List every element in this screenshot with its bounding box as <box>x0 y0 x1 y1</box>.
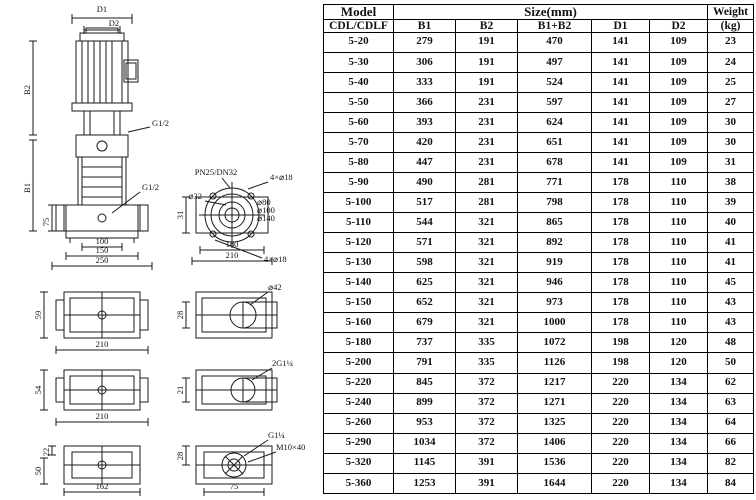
cell-model: 5-40 <box>324 72 394 92</box>
cell-d2: 109 <box>650 132 708 152</box>
cell-model: 5-160 <box>324 313 394 333</box>
cell-d2: 120 <box>650 333 708 353</box>
label-28-b: 28 <box>175 451 185 461</box>
table-row <box>324 273 754 293</box>
label-m10: M10×40 <box>276 442 306 452</box>
cell-b1b2: 1644 <box>518 473 592 493</box>
cell-model: 5-130 <box>324 253 394 273</box>
cell-weight: 50 <box>708 353 754 373</box>
cell-model: 5-360 <box>324 473 394 493</box>
label-bolt-bottom: 4×⌀18 <box>264 254 287 264</box>
cell-b1: 845 <box>394 373 456 393</box>
label-g12-lower: G1/2 <box>142 182 159 192</box>
cell-model: 5-320 <box>324 453 394 473</box>
cell-b1b2: 1271 <box>518 393 592 413</box>
cell-d1: 198 <box>592 333 650 353</box>
header-col-b1: B1 <box>394 19 456 32</box>
cell-weight: 23 <box>708 32 754 52</box>
label-150: 150 <box>95 245 109 255</box>
cell-b1b2: 892 <box>518 233 592 253</box>
cell-model: 5-140 <box>324 273 394 293</box>
cell-b1b2: 624 <box>518 112 592 132</box>
cell-d2: 109 <box>650 92 708 112</box>
table-row <box>324 313 754 333</box>
cell-b2: 191 <box>456 52 518 72</box>
label-28-a: 28 <box>175 310 185 320</box>
cell-b1: 333 <box>394 72 456 92</box>
cell-model: 5-90 <box>324 173 394 193</box>
cell-d1: 220 <box>592 433 650 453</box>
cell-model: 5-220 <box>324 373 394 393</box>
cell-b2: 372 <box>456 433 518 453</box>
label-21: 21 <box>175 385 185 395</box>
label-2g1: 2G1¼ <box>272 358 294 368</box>
cell-d2: 109 <box>650 32 708 52</box>
cell-model: 5-120 <box>324 233 394 253</box>
table-row <box>324 393 754 413</box>
cell-b2: 372 <box>456 393 518 413</box>
cell-d1: 198 <box>592 353 650 373</box>
label-d2: D2 <box>108 18 120 28</box>
label-75-b: 75 <box>229 481 239 491</box>
cell-model: 5-290 <box>324 433 394 453</box>
label-pn25-dn32: PN25/DN32 <box>194 167 238 177</box>
label-100: 100 <box>95 236 109 246</box>
cell-d1: 141 <box>592 112 650 132</box>
cell-b2: 321 <box>456 313 518 333</box>
table-row <box>324 213 754 233</box>
cell-d1: 220 <box>592 473 650 493</box>
cell-d1: 141 <box>592 72 650 92</box>
cell-b1b2: 973 <box>518 293 592 313</box>
cell-b2: 372 <box>456 413 518 433</box>
cell-weight: 43 <box>708 293 754 313</box>
cell-d1: 141 <box>592 132 650 152</box>
cell-b1: 490 <box>394 173 456 193</box>
cell-model: 5-100 <box>324 193 394 213</box>
header-size-group: Size(mm) <box>394 5 708 20</box>
cell-b1: 571 <box>394 233 456 253</box>
cell-model: 5-240 <box>324 393 394 413</box>
cell-b1b2: 1072 <box>518 333 592 353</box>
label-dia32: ⌀32 <box>188 191 202 201</box>
table-row <box>324 193 754 213</box>
cell-weight: 39 <box>708 193 754 213</box>
cell-weight: 30 <box>708 112 754 132</box>
cell-b2: 231 <box>456 92 518 112</box>
cell-d2: 109 <box>650 112 708 132</box>
cell-b2: 321 <box>456 273 518 293</box>
cell-weight: 82 <box>708 453 754 473</box>
cell-b2: 335 <box>456 333 518 353</box>
cell-weight: 25 <box>708 72 754 92</box>
table-row <box>324 473 754 493</box>
cell-weight: 66 <box>708 433 754 453</box>
pump-technical-drawing <box>0 0 322 500</box>
cell-b2: 321 <box>456 253 518 273</box>
cell-b1b2: 1000 <box>518 313 592 333</box>
cell-model: 5-110 <box>324 213 394 233</box>
label-50: 50 <box>33 466 43 476</box>
cell-model: 5-260 <box>324 413 394 433</box>
table-row <box>324 233 754 253</box>
cell-d2: 109 <box>650 52 708 72</box>
label-162: 162 <box>95 481 109 491</box>
cell-b2: 231 <box>456 112 518 132</box>
label-210-a: 210 <box>95 339 109 349</box>
cell-b1: 625 <box>394 273 456 293</box>
cell-b1b2: 946 <box>518 273 592 293</box>
cell-b1b2: 597 <box>518 92 592 112</box>
cell-weight: 38 <box>708 173 754 193</box>
cell-b1: 652 <box>394 293 456 313</box>
label-dia80: ⌀80 <box>257 197 271 207</box>
cell-d1: 178 <box>592 253 650 273</box>
table-row <box>324 413 754 433</box>
table-head <box>324 5 754 33</box>
cell-b1: 279 <box>394 32 456 52</box>
header-col-b2: B2 <box>456 19 518 32</box>
cell-model: 5-50 <box>324 92 394 112</box>
cell-d2: 110 <box>650 293 708 313</box>
table-row <box>324 253 754 273</box>
table-row <box>324 152 754 172</box>
cell-b2: 372 <box>456 373 518 393</box>
cell-b1: 791 <box>394 353 456 373</box>
cell-d2: 110 <box>650 313 708 333</box>
table-header-row-1 <box>324 5 754 20</box>
label-d1: D1 <box>96 4 108 14</box>
cell-weight: 45 <box>708 273 754 293</box>
table-row <box>324 72 754 92</box>
cell-b1b2: 470 <box>518 32 592 52</box>
header-col-b1b2: B1+B2 <box>518 19 592 32</box>
cell-d1: 220 <box>592 373 650 393</box>
label-b2: B2 <box>22 85 32 95</box>
label-22: 22 <box>41 447 51 457</box>
cell-weight: 41 <box>708 253 754 273</box>
table-row <box>324 32 754 52</box>
cell-d2: 110 <box>650 173 708 193</box>
cell-b2: 231 <box>456 132 518 152</box>
table-row <box>324 353 754 373</box>
cell-d2: 109 <box>650 72 708 92</box>
cell-b1b2: 651 <box>518 132 592 152</box>
cell-b1b2: 1325 <box>518 413 592 433</box>
cell-b1b2: 678 <box>518 152 592 172</box>
cell-d2: 134 <box>650 473 708 493</box>
label-g12-upper: G1/2 <box>152 118 169 128</box>
cell-weight: 64 <box>708 413 754 433</box>
table-row <box>324 373 754 393</box>
cell-weight: 31 <box>708 152 754 172</box>
cell-b1: 1034 <box>394 433 456 453</box>
cell-d2: 110 <box>650 273 708 293</box>
cell-b1b2: 1536 <box>518 453 592 473</box>
cell-d2: 110 <box>650 213 708 233</box>
cell-b1: 306 <box>394 52 456 72</box>
header-col-d1: D1 <box>592 19 650 32</box>
cell-b1: 899 <box>394 393 456 413</box>
cell-model: 5-20 <box>324 32 394 52</box>
cell-model: 5-80 <box>324 152 394 172</box>
table-row <box>324 112 754 132</box>
cell-b1: 366 <box>394 92 456 112</box>
cell-weight: 24 <box>708 52 754 72</box>
label-dia42: ⌀42 <box>268 282 282 292</box>
specification-table <box>323 4 754 494</box>
cell-model: 5-180 <box>324 333 394 353</box>
cell-b2: 335 <box>456 353 518 373</box>
label-g1: G1¼ <box>268 430 285 440</box>
cell-weight: 30 <box>708 132 754 152</box>
table-row <box>324 173 754 193</box>
cell-b1b2: 798 <box>518 193 592 213</box>
cell-b1b2: 1217 <box>518 373 592 393</box>
cell-model: 5-60 <box>324 112 394 132</box>
cell-b2: 391 <box>456 453 518 473</box>
cell-b2: 391 <box>456 473 518 493</box>
cell-b1: 544 <box>394 213 456 233</box>
table-row <box>324 293 754 313</box>
cell-d1: 178 <box>592 193 650 213</box>
cell-b2: 281 <box>456 173 518 193</box>
header-weight-group: Weight <box>708 5 754 20</box>
cell-b1b2: 771 <box>518 173 592 193</box>
table-header-row-2 <box>324 19 754 32</box>
cell-b1b2: 497 <box>518 52 592 72</box>
label-250: 250 <box>95 255 109 265</box>
cell-weight: 41 <box>708 233 754 253</box>
label-75: 75 <box>41 217 51 227</box>
cell-b1b2: 919 <box>518 253 592 273</box>
label-dia140: ⌀140 <box>257 213 275 223</box>
cell-b1: 517 <box>394 193 456 213</box>
table-row <box>324 52 754 72</box>
cell-weight: 48 <box>708 333 754 353</box>
cell-d2: 134 <box>650 433 708 453</box>
cell-b1b2: 1126 <box>518 353 592 373</box>
cell-d2: 110 <box>650 193 708 213</box>
cell-d1: 178 <box>592 313 650 333</box>
cell-d2: 134 <box>650 393 708 413</box>
cell-b1: 737 <box>394 333 456 353</box>
cell-d1: 178 <box>592 273 650 293</box>
label-bolt-top: 4×⌀18 <box>270 172 293 182</box>
cell-weight: 40 <box>708 213 754 233</box>
cell-d1: 141 <box>592 52 650 72</box>
cell-d1: 178 <box>592 173 650 193</box>
cell-d2: 110 <box>650 233 708 253</box>
header-weight-sub: (kg) <box>708 19 754 32</box>
cell-model: 5-200 <box>324 353 394 373</box>
cell-b1b2: 865 <box>518 213 592 233</box>
cell-d2: 134 <box>650 373 708 393</box>
table-row <box>324 132 754 152</box>
cell-b1: 679 <box>394 313 456 333</box>
cell-d1: 178 <box>592 293 650 313</box>
table-row <box>324 453 754 473</box>
cell-b1: 953 <box>394 413 456 433</box>
cell-d2: 134 <box>650 453 708 473</box>
cell-b2: 191 <box>456 72 518 92</box>
cell-weight: 43 <box>708 313 754 333</box>
cell-b2: 321 <box>456 293 518 313</box>
cell-b1: 393 <box>394 112 456 132</box>
label-b1: B1 <box>22 183 32 193</box>
cell-b1: 447 <box>394 152 456 172</box>
cell-d1: 220 <box>592 453 650 473</box>
cell-b1: 420 <box>394 132 456 152</box>
cell-b1b2: 524 <box>518 72 592 92</box>
header-model-group: Model <box>324 5 394 20</box>
cell-d1: 178 <box>592 213 650 233</box>
cell-weight: 63 <box>708 393 754 413</box>
cell-weight: 62 <box>708 373 754 393</box>
cell-d2: 109 <box>650 152 708 172</box>
label-54: 54 <box>33 385 43 395</box>
cell-d2: 110 <box>650 253 708 273</box>
cell-d1: 141 <box>592 152 650 172</box>
cell-d1: 220 <box>592 413 650 433</box>
table-row <box>324 333 754 353</box>
cell-b1b2: 1406 <box>518 433 592 453</box>
cell-b2: 321 <box>456 213 518 233</box>
cell-b1: 1145 <box>394 453 456 473</box>
cell-b2: 281 <box>456 193 518 213</box>
label-59-a: 59 <box>33 310 43 320</box>
cell-d1: 178 <box>592 233 650 253</box>
cell-b1: 598 <box>394 253 456 273</box>
cell-d1: 220 <box>592 393 650 413</box>
table-row <box>324 433 754 453</box>
cell-d1: 141 <box>592 32 650 52</box>
cell-model: 5-70 <box>324 132 394 152</box>
header-model-sub: CDL/CDLF <box>324 19 394 32</box>
cell-model: 5-30 <box>324 52 394 72</box>
label-210-b: 210 <box>95 411 109 421</box>
cell-d2: 120 <box>650 353 708 373</box>
cell-b1: 1253 <box>394 473 456 493</box>
label-31: 31 <box>175 210 185 220</box>
cell-b2: 191 <box>456 32 518 52</box>
header-col-d2: D2 <box>650 19 708 32</box>
cell-b2: 321 <box>456 233 518 253</box>
cell-d2: 134 <box>650 413 708 433</box>
cell-weight: 84 <box>708 473 754 493</box>
table-row <box>324 92 754 112</box>
cell-d1: 141 <box>592 92 650 112</box>
label-180: 180 <box>225 239 239 249</box>
specification-table-wrapper <box>323 4 753 496</box>
table-body <box>324 32 754 493</box>
cell-model: 5-150 <box>324 293 394 313</box>
label-210-flange: 210 <box>225 250 239 260</box>
cell-b2: 231 <box>456 152 518 172</box>
label-dia100: ⌀100 <box>257 205 275 215</box>
cell-weight: 27 <box>708 92 754 112</box>
